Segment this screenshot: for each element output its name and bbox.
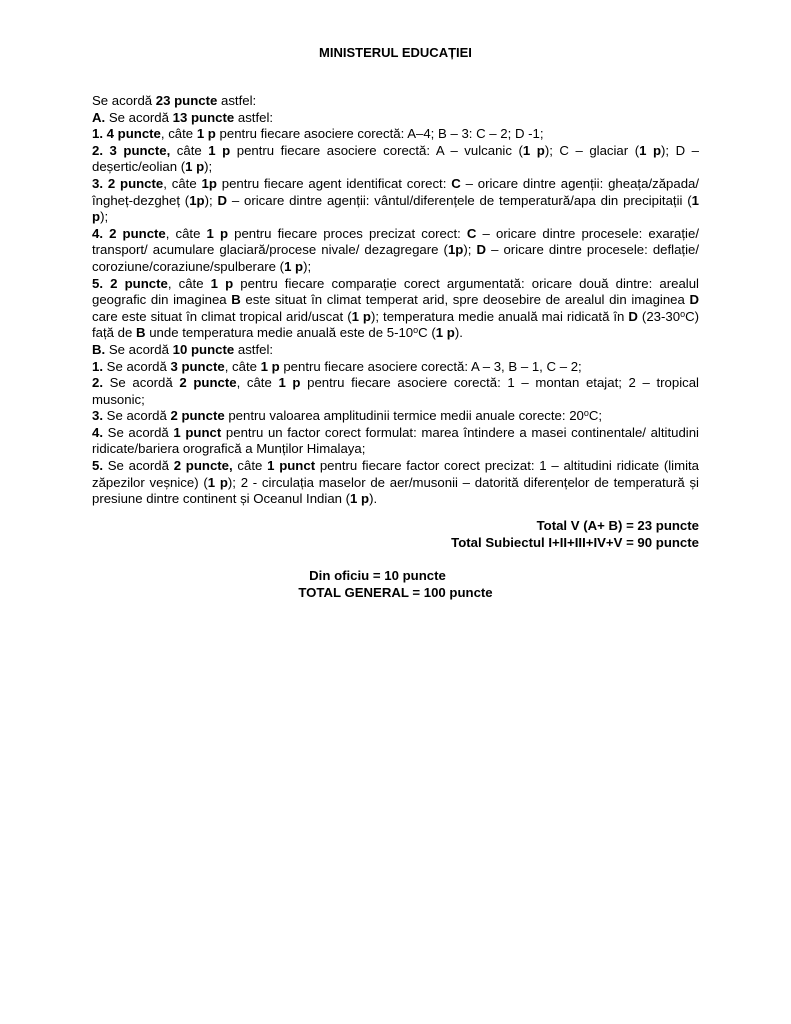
section-b-post: astfel: xyxy=(234,341,274,357)
item-points: 1p xyxy=(189,192,205,208)
item-number: 2. xyxy=(92,375,103,391)
section-b-pre: Se acordă xyxy=(105,341,173,357)
item-points: 1 p xyxy=(435,325,455,341)
item-text: ); temperatura medie anuală mai ridicată în xyxy=(370,308,629,324)
item-points: 1 p xyxy=(522,142,545,158)
item-number: 4. xyxy=(92,424,103,440)
intro-pre: Se acordă xyxy=(92,93,156,108)
item-letter: B xyxy=(231,292,241,308)
degree-superscript: o xyxy=(583,408,589,419)
section-a-post: astfel: xyxy=(234,109,274,125)
total-v-line: Total V (A+ B) = 23 puncte xyxy=(536,518,699,533)
item-text: Se acordă xyxy=(103,424,174,440)
item-text: pentru fiecare comparație corect argumentată: oricare două dintre: arealul geografic din imaginea xyxy=(92,275,699,308)
din-oficiu-line: Din oficiu = 10 puncte xyxy=(309,568,446,583)
item-text: câte xyxy=(170,142,209,158)
degree-superscript: o xyxy=(413,325,419,336)
item-text: ); xyxy=(463,242,477,258)
item-text: ). xyxy=(369,491,378,507)
item-text: pentru fiecare asociere corectă: A–4; B – 3: C – 2; D -1; xyxy=(215,126,544,142)
item-points: 1 p xyxy=(351,308,371,324)
section-a-item-3 xyxy=(92,176,699,226)
item-text: , câte xyxy=(163,175,202,191)
item-number: 2. 3 puncte, xyxy=(92,142,171,158)
item-text: ); xyxy=(100,209,109,225)
item-text: , câte xyxy=(167,275,211,291)
item-text: este situat în climat temperat arid, spre deosebire de arealul din imaginea xyxy=(240,292,690,308)
item-text: ); D – deșertic/eolian ( xyxy=(92,142,699,175)
section-b-item-4 xyxy=(92,425,699,458)
item-letter: D xyxy=(476,242,486,258)
item-points: 1 p xyxy=(260,358,280,374)
final-totals xyxy=(0,568,791,601)
item-text: ); xyxy=(204,192,218,208)
item-text: , câte xyxy=(236,375,279,391)
item-text: unde temperatura medie anuală este de 5-10 xyxy=(145,325,414,341)
item-points: 1p xyxy=(201,175,217,191)
item-text: C) față de xyxy=(92,308,699,341)
item-text: ); C – glaciar ( xyxy=(544,142,640,158)
item-text: (23-30 xyxy=(637,308,681,324)
item-points: 1 p xyxy=(207,474,228,490)
item-text: , câte xyxy=(224,358,261,374)
section-a-item-5 xyxy=(92,276,699,342)
item-text: pentru fiecare asociere corectă: A – 3, B – 1, C – 2; xyxy=(279,358,582,374)
item-text: – oricare dintre agenții: gheața/zăpada/îngheț-dezgheț ( xyxy=(92,175,700,208)
item-text: C ( xyxy=(418,325,436,341)
grading-scheme xyxy=(92,93,699,508)
item-points: 1 punct xyxy=(267,458,316,474)
item-number: 3. xyxy=(92,408,103,424)
section-b-item-3 xyxy=(92,408,699,425)
item-points: 1 p xyxy=(196,126,216,142)
item-number: 1. 4 puncte xyxy=(92,126,161,142)
item-letter: D xyxy=(689,292,699,308)
item-points: 1p xyxy=(447,242,464,258)
item-text: – oricare dintre procesele: deflație/ coroziune/coraziune/spulberare ( xyxy=(92,242,700,274)
item-points: 1 p xyxy=(206,225,229,241)
section-b-item-1 xyxy=(92,359,699,376)
item-text: ); 2 - circulația maselor de aer/musonii – datorită diferențelor de temperatură și presiune dintre continent și Oceanul Indian ( xyxy=(92,474,699,507)
item-text: C; xyxy=(588,408,603,424)
item-points: 1 p xyxy=(185,159,205,175)
item-text: pentru un factor corect formulat: marea întindere a masei continentale/ altitudini ridicate/bariera orografică a Munților Himalaya; xyxy=(92,424,699,457)
item-points: 2 puncte xyxy=(179,375,237,391)
item-letter: D xyxy=(628,308,638,324)
section-b-item-5 xyxy=(92,458,699,508)
item-text: pentru fiecare asociere corectă: 1 – montan etajat; 2 – tropical musonic; xyxy=(92,375,699,407)
item-text: , câte xyxy=(165,225,207,241)
item-points: 2 puncte, xyxy=(173,458,233,474)
item-text: pentru fiecare factor corect precizat: 1 – altitudini ridicate (limita zăpezilor veșnice) ( xyxy=(92,458,700,490)
item-text: ). xyxy=(454,325,463,341)
degree-superscript: o xyxy=(680,308,686,319)
item-text: pentru fiecare proces precizat corect: xyxy=(228,225,467,241)
item-points: 1 p xyxy=(210,275,234,291)
section-a-pre: Se acordă xyxy=(105,109,173,125)
item-letter: C xyxy=(451,175,461,191)
section-b-heading xyxy=(92,342,699,359)
item-text: pentru valoarea amplitudinii termice medii anuale corecte: 20 xyxy=(224,408,584,424)
item-points: 3 puncte xyxy=(170,358,225,374)
item-letter: B xyxy=(136,325,146,341)
item-text: , câte xyxy=(160,126,197,142)
section-b-item-2 xyxy=(92,375,699,408)
item-text: Se acordă xyxy=(103,458,174,474)
item-letter: D xyxy=(217,192,228,208)
item-points: 2 puncte xyxy=(170,408,225,424)
intro-post: astfel: xyxy=(217,93,257,108)
item-number: 4. 2 puncte xyxy=(92,225,166,241)
item-text: pentru fiecare agent identificat corect: xyxy=(216,175,452,191)
item-number: 5. xyxy=(92,458,103,474)
section-a-item-4 xyxy=(92,226,699,276)
section-a-item-1 xyxy=(92,126,699,143)
item-points: 1 punct xyxy=(173,424,222,440)
section-a-label: A. xyxy=(92,109,106,125)
item-text: pentru fiecare asociere corectă: A – vulcanic ( xyxy=(230,142,523,158)
item-text: Se acordă xyxy=(103,408,171,424)
item-points: 1 p xyxy=(639,142,662,158)
item-letter: C xyxy=(466,225,477,241)
page-title: MINISTERUL EDUCAȚIEI xyxy=(319,45,472,60)
item-points: 1 p xyxy=(278,375,301,391)
item-points: 1 p xyxy=(208,142,231,158)
section-b-points: 10 puncte xyxy=(172,341,235,357)
item-text: câte xyxy=(232,458,268,474)
item-points: 1 p xyxy=(92,192,699,225)
item-text: care este situat în climat tropical arid/uscat ( xyxy=(92,308,352,324)
intro-line xyxy=(92,93,699,110)
item-text: ); xyxy=(204,159,213,175)
section-a-heading xyxy=(92,110,699,127)
section-b-label: B. xyxy=(92,341,106,357)
item-text: Se acordă xyxy=(103,358,171,374)
item-text: – oricare dintre agenții: vântul/diferențele de temperatură/apa din precipitații ( xyxy=(227,192,692,208)
totals-block xyxy=(92,518,699,551)
intro-points: 23 puncte xyxy=(155,93,218,108)
item-text: ); xyxy=(303,258,312,274)
section-a-points: 13 puncte xyxy=(172,109,235,125)
item-number: 3. 2 puncte xyxy=(92,175,164,191)
item-number: 1. xyxy=(92,358,103,374)
item-points: 1 p xyxy=(350,491,370,507)
item-number: 5. 2 puncte xyxy=(92,275,168,291)
section-a-item-2 xyxy=(92,143,699,176)
total-subject-line: Total Subiectul I+II+III+IV+V = 90 puncte xyxy=(451,534,699,550)
total-general-line: TOTAL GENERAL = 100 puncte xyxy=(298,584,493,600)
item-text: – oricare dintre procesele: exarație/ transport/ acumulare glaciară/procese nivale/ dezagregare ( xyxy=(92,225,699,258)
item-points: 1 p xyxy=(284,258,304,274)
item-text: Se acordă xyxy=(103,375,180,391)
